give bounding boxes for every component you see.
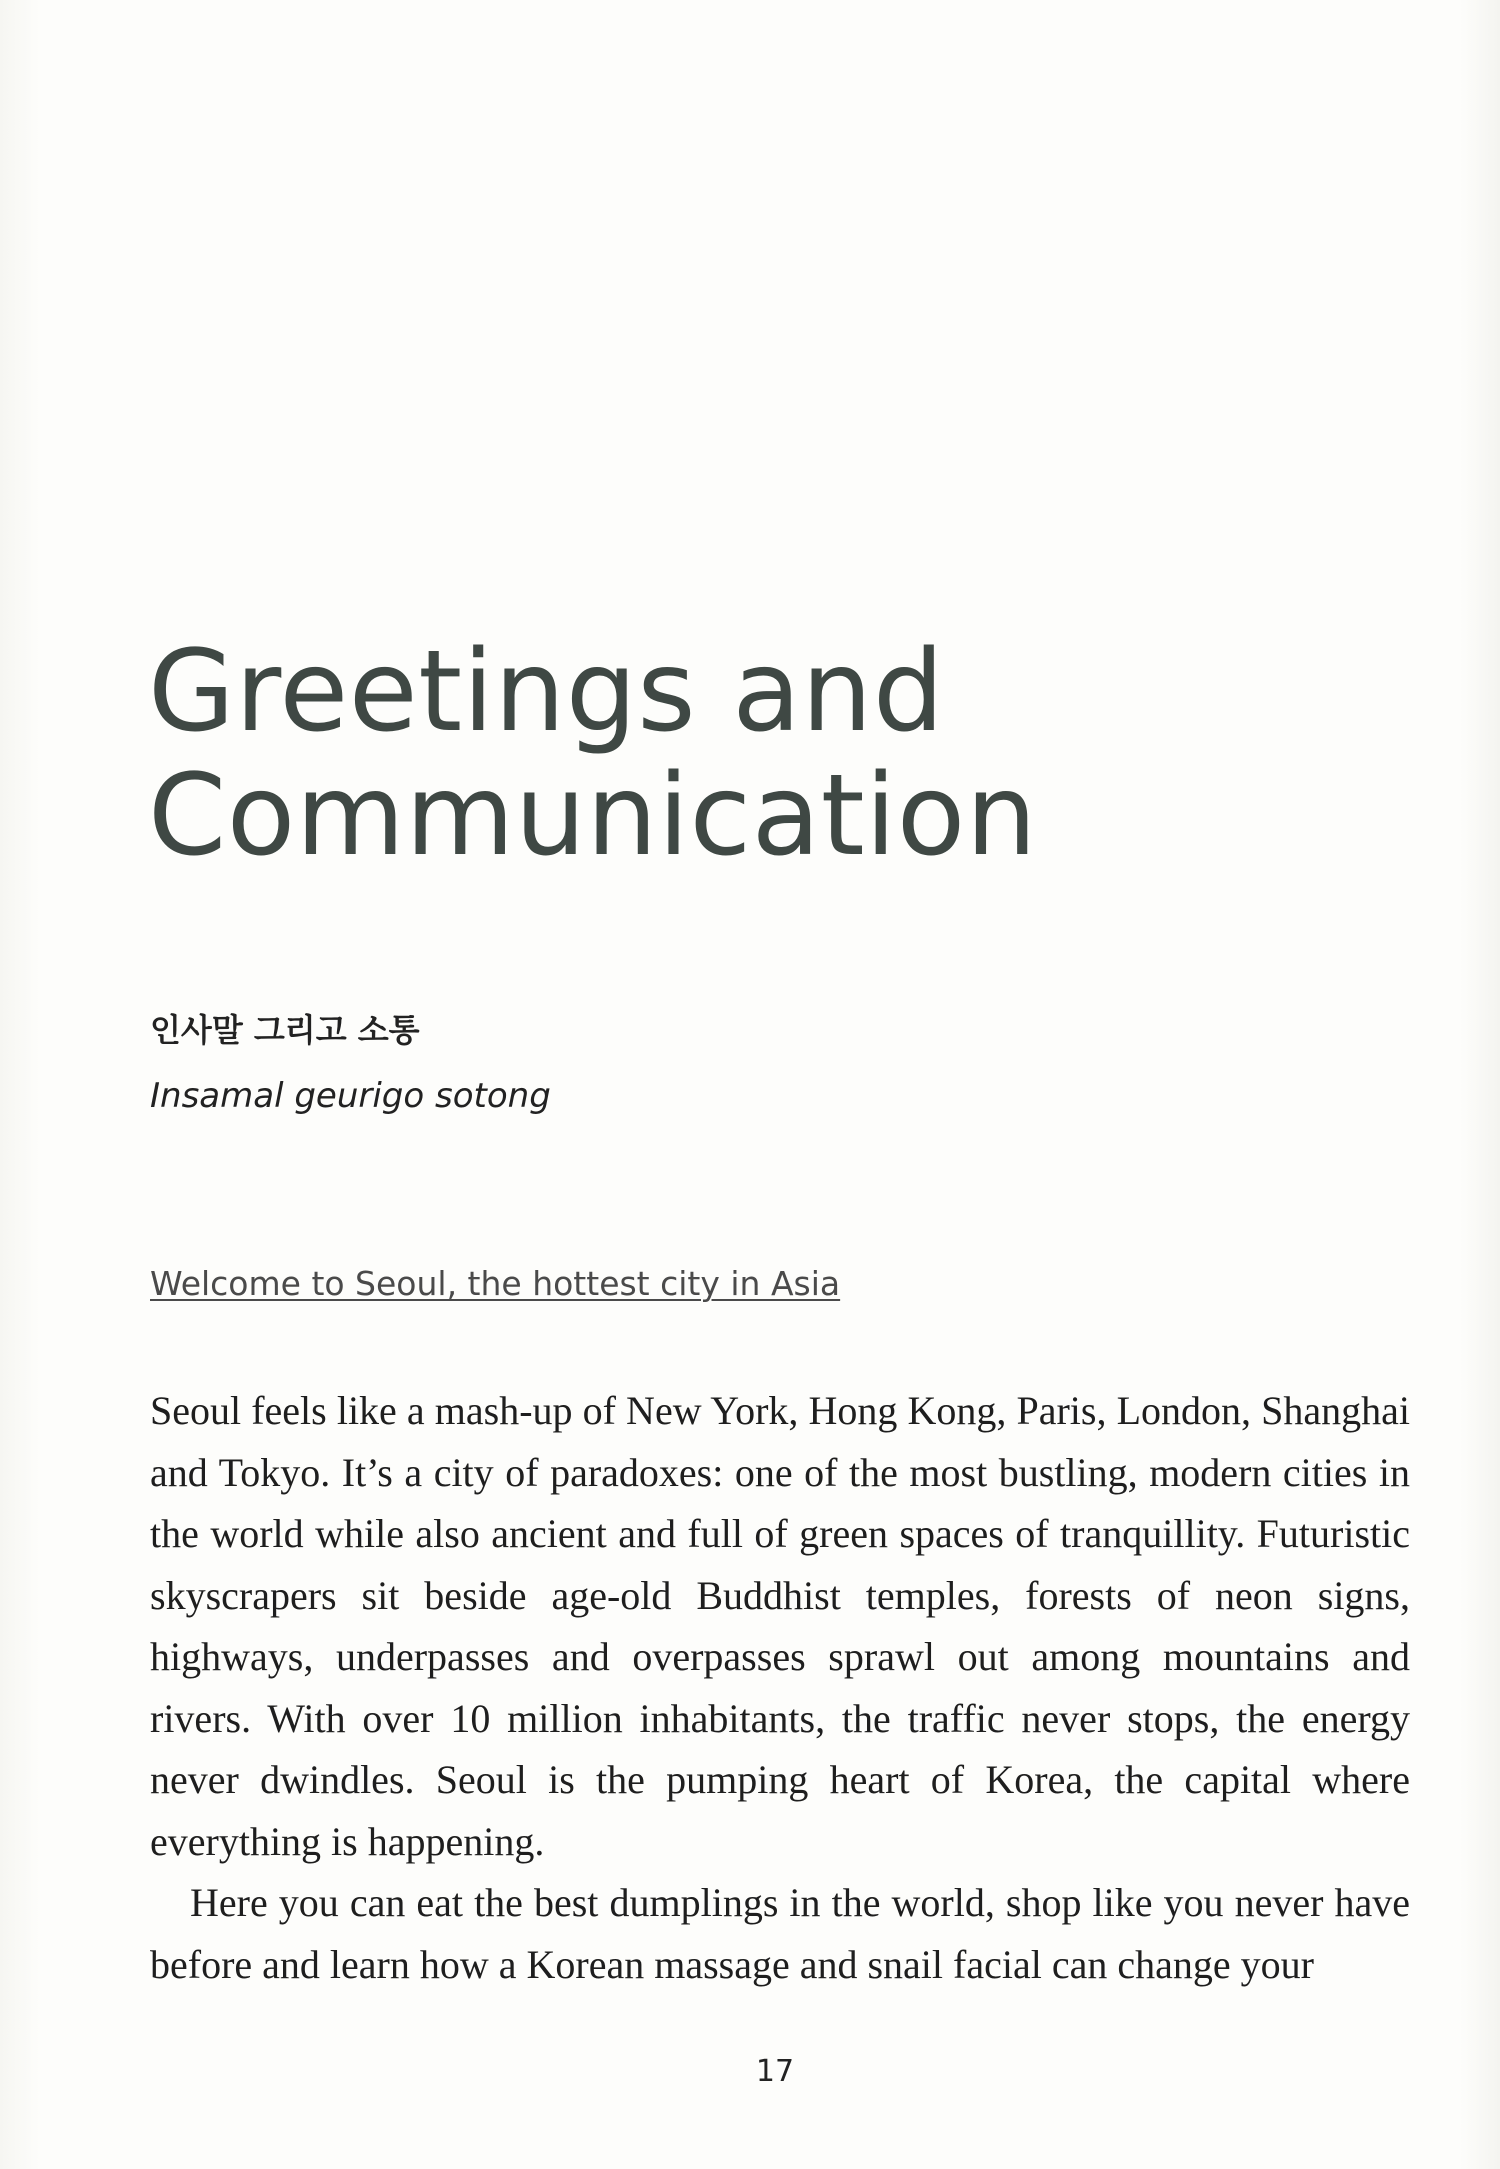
section-heading: Welcome to Seoul, the hottest city in Asia (150, 1264, 841, 1303)
chapter-title-line-1: Greetings and (148, 627, 945, 757)
body-text (150, 1380, 1410, 1995)
chapter-title (148, 627, 1398, 881)
body-paragraph-1: Seoul feels like a mash-up of New York, Hong Kong, Paris, London, Shanghai and Tokyo. It’s a city of paradoxes: one of the most bustling, modern cities in the world while also ancient and full of green spaces of tranquillity. Futuristic skyscrapers sit beside age-old Buddhist temples, forests of neon signs, highways, underpasses and overpasses sprawl out among mountains and rivers. With over 10 million inhabitants, the traffic never stops, the energy never dwindles. Seoul is the pumping heart of Korea, the capital where everything is happening. (150, 1388, 1410, 1864)
page-number: 17 (755, 2054, 795, 2089)
romanized-title: Insamal geurigo sotong (150, 1076, 551, 1116)
chapter-title-line-2: Communication (148, 751, 1038, 881)
korean-title: 인사말 그리고 소통 (150, 1011, 420, 1049)
body-paragraph-2: Here you can eat the best dumplings in the world, shop like you never have before and learn how a Korean massage and snail facial can change your (150, 1880, 1410, 1987)
